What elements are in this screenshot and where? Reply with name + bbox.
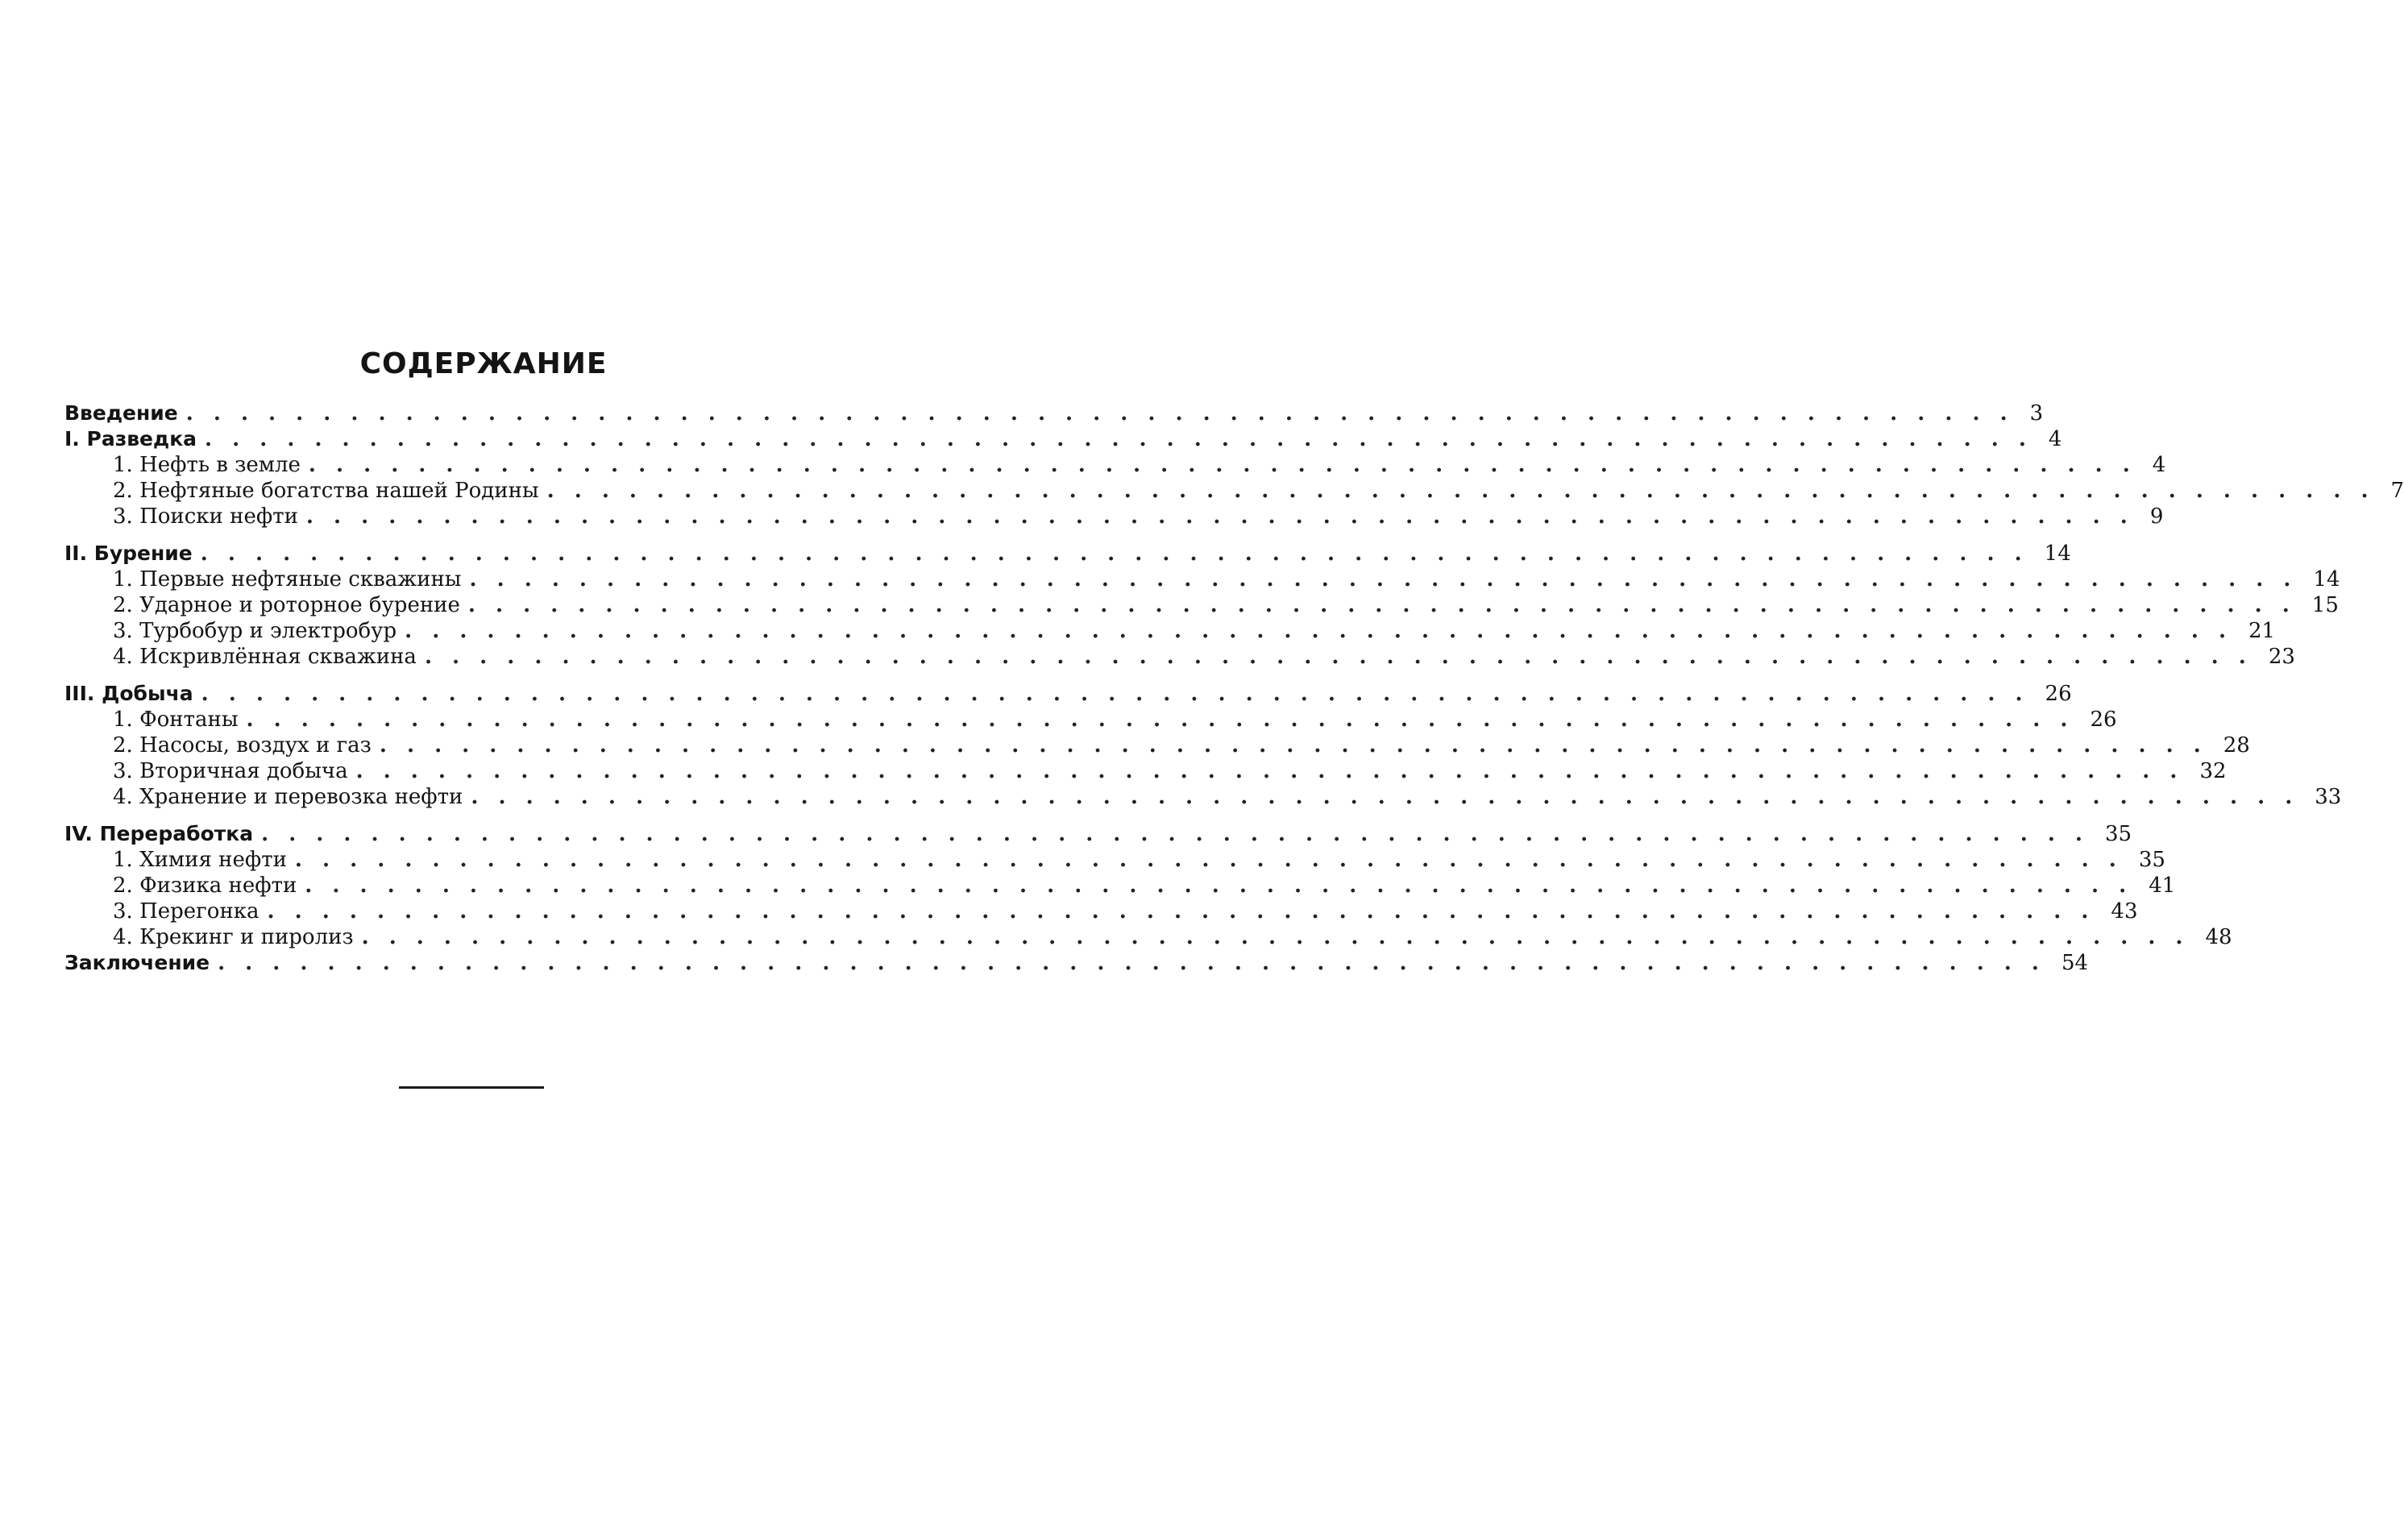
toc-entry-label: 3. Перегонка <box>113 899 268 924</box>
toc-entry-page: 26 <box>2029 681 2072 707</box>
toc-entry-section-4-2[interactable] <box>64 873 895 899</box>
toc-entry-section-1-1[interactable] <box>64 452 895 478</box>
toc-entry-page: 43 <box>2095 899 2137 924</box>
dot-leader: . . . . . . . . . . . . . . . . . . . . . . . . . . . . . . . . . . . . . . . . . . . . . . . . . . . . . . . . . . . . . . . . . . . <box>309 452 2136 478</box>
toc-entry-page: 14 <box>2297 567 2340 592</box>
toc-entry-label: III. Добыча <box>64 681 201 707</box>
toc-entry-page: 9 <box>2134 504 2164 529</box>
toc-entry-section-4-1[interactable] <box>64 847 895 873</box>
dot-leader: . . . . . . . . . . . . . . . . . . . . . . . . . . . . . . . . . . . . . . . . . . . . . . . . . . . . . . . . . . . . . . . . . . . <box>356 758 2184 784</box>
toc-entry-page: 33 <box>2298 784 2341 810</box>
toc-entry-label: II. Бурение <box>64 541 201 567</box>
dot-leader: . . . . . . . . . . . . . . . . . . . . . . . . . . . . . . . . . . . . . . . . . . . . . . . . . . . . . . . . . . . . . . . . . . . <box>470 567 2298 592</box>
toc-entry-label: I. Разведка <box>64 426 205 452</box>
dot-leader: . . . . . . . . . . . . . . . . . . . . . . . . . . . . . . . . . . . . . . . . . . . . . . . . . . . . . . . . . . . . . . . . . . . <box>201 541 2028 567</box>
toc-entry-introduction[interactable] <box>64 401 895 426</box>
toc-entry-chapter-1[interactable] <box>64 426 895 452</box>
toc-entry-page: 4 <box>2032 426 2062 452</box>
dot-leader: . . . . . . . . . . . . . . . . . . . . . . . . . . . . . . . . . . . . . . . . . . . . . . . . . . . . . . . . . . . . . . . . . . . <box>295 847 2123 873</box>
toc-entry-page: 35 <box>2123 847 2165 873</box>
toc-entry-section-2-1[interactable] <box>64 567 895 592</box>
dot-leader: . . . . . . . . . . . . . . . . . . . . . . . . . . . . . . . . . . . . . . . . . . . . . . . . . . . . . . . . . . . . . . . . . . . <box>268 899 2095 924</box>
dot-leader: . . . . . . . . . . . . . . . . . . . . . . . . . . . . . . . . . . . . . . . . . . . . . . . . . . . . . . . . . . . . . . . . . . . <box>306 504 2134 529</box>
dot-leader: . . . . . . . . . . . . . . . . . . . . . . . . . . . . . . . . . . . . . . . . . . . . . . . . . . . . . . . . . . . . . . . . . . . <box>305 873 2132 899</box>
toc-entry-label: 2. Насосы, воздух и газ <box>113 733 380 758</box>
toc-entry-section-4-4[interactable] <box>64 924 895 950</box>
toc-entry-section-2-3[interactable] <box>64 618 895 644</box>
toc-entry-section-3-3[interactable] <box>64 758 895 784</box>
toc-entry-label: Заключение <box>64 950 218 976</box>
toc-entry-page: 28 <box>2207 733 2250 758</box>
toc-entry-label: 4. Хранение и перевозка нефти <box>113 784 471 810</box>
dot-leader: . . . . . . . . . . . . . . . . . . . . . . . . . . . . . . . . . . . . . . . . . . . . . . . . . . . . . . . . . . . . . . . . . . . <box>547 478 2375 504</box>
toc-entry-page: 21 <box>2232 618 2275 644</box>
toc-entry-label: 1. Химия нефти <box>113 847 295 873</box>
toc-entry-label: 1. Фонтаны <box>113 707 247 733</box>
toc-entry-label: Введение <box>64 401 186 426</box>
toc-entry-label: IV. Переработка <box>64 821 261 847</box>
toc-entry-page: 26 <box>2074 707 2116 733</box>
dot-leader: . . . . . . . . . . . . . . . . . . . . . . . . . . . . . . . . . . . . . . . . . . . . . . . . . . . . . . . . . . . . . . . . . . . <box>218 950 2045 976</box>
toc-entry-conclusion[interactable] <box>64 950 895 976</box>
toc-entry-page: 54 <box>2045 950 2088 976</box>
toc-page <box>0 0 967 1540</box>
dot-leader: . . . . . . . . . . . . . . . . . . . . . . . . . . . . . . . . . . . . . . . . . . . . . . . . . . . . . . . . . . . . . . . . . . . <box>471 784 2298 810</box>
toc-entry-label: 1. Нефть в земле <box>113 452 309 478</box>
toc-entry-section-3-2[interactable] <box>64 733 895 758</box>
dot-leader: . . . . . . . . . . . . . . . . . . . . . . . . . . . . . . . . . . . . . . . . . . . . . . . . . . . . . . . . . . . . . . . . . . . <box>380 733 2207 758</box>
toc-entry-label: 2. Нефтяные богатства нашей Родины <box>113 478 547 504</box>
toc-entry-section-2-4[interactable] <box>64 644 895 670</box>
toc-entry-section-3-4[interactable] <box>64 784 895 810</box>
toc-entry-label: 3. Турбобур и электробур <box>113 618 405 644</box>
toc-entry-page: 4 <box>2136 452 2166 478</box>
toc-entry-page: 7 <box>2375 478 2404 504</box>
toc-entry-section-2-2[interactable] <box>64 592 895 618</box>
toc-entry-label: 1. Первые нефтяные скважины <box>113 567 470 592</box>
toc-entry-page: 14 <box>2028 541 2071 567</box>
toc-entry-chapter-3[interactable] <box>64 681 895 707</box>
toc-entry-page: 32 <box>2183 758 2226 784</box>
dot-leader: . . . . . . . . . . . . . . . . . . . . . . . . . . . . . . . . . . . . . . . . . . . . . . . . . . . . . . . . . . . . . . . . . . . <box>261 821 2089 847</box>
toc-entry-section-1-2[interactable] <box>64 478 895 504</box>
toc-entry-label: 3. Поиски нефти <box>113 504 306 529</box>
toc-entry-chapter-4[interactable] <box>64 821 895 847</box>
dot-leader: . . . . . . . . . . . . . . . . . . . . . . . . . . . . . . . . . . . . . . . . . . . . . . . . . . . . . . . . . . . . . . . . . . . <box>405 618 2232 644</box>
toc-entry-label: 2. Физика нефти <box>113 873 305 899</box>
toc-entry-label: 3. Вторичная добыча <box>113 758 356 784</box>
toc-entry-section-1-3[interactable] <box>64 504 895 529</box>
dot-leader: . . . . . . . . . . . . . . . . . . . . . . . . . . . . . . . . . . . . . . . . . . . . . . . . . . . . . . . . . . . . . . . . . . . <box>186 401 2014 426</box>
dot-leader: . . . . . . . . . . . . . . . . . . . . . . . . . . . . . . . . . . . . . . . . . . . . . . . . . . . . . . . . . . . . . . . . . . . <box>247 707 2074 733</box>
toc-entry-page: 15 <box>2296 592 2339 618</box>
toc-entry-label: 2. Ударное и роторное бурение <box>113 592 468 618</box>
toc-entry-section-3-1[interactable] <box>64 707 895 733</box>
toc-entry-page: 41 <box>2132 873 2175 899</box>
toc-entry-page: 23 <box>2252 644 2295 670</box>
end-rule-divider <box>399 1086 544 1089</box>
toc-entry-page: 3 <box>2014 401 2044 426</box>
toc-entry-chapter-2[interactable] <box>64 541 895 567</box>
toc-entry-page: 35 <box>2089 821 2132 847</box>
toc-entry-label: 4. Искривлённая скважина <box>113 644 425 670</box>
dot-leader: . . . . . . . . . . . . . . . . . . . . . . . . . . . . . . . . . . . . . . . . . . . . . . . . . . . . . . . . . . . . . . . . . . . <box>201 681 2029 707</box>
toc-entry-page: 48 <box>2189 924 2232 950</box>
page-title: СОДЕРЖАНИЕ <box>0 347 967 382</box>
dot-leader: . . . . . . . . . . . . . . . . . . . . . . . . . . . . . . . . . . . . . . . . . . . . . . . . . . . . . . . . . . . . . . . . . . . <box>362 924 2190 950</box>
toc-entry-section-4-3[interactable] <box>64 899 895 924</box>
dot-leader: . . . . . . . . . . . . . . . . . . . . . . . . . . . . . . . . . . . . . . . . . . . . . . . . . . . . . . . . . . . . . . . . . . . <box>205 426 2032 452</box>
dot-leader: . . . . . . . . . . . . . . . . . . . . . . . . . . . . . . . . . . . . . . . . . . . . . . . . . . . . . . . . . . . . . . . . . . . <box>468 592 2296 618</box>
toc-entry-label: 4. Крекинг и пиролиз <box>113 924 362 950</box>
table-of-contents <box>64 401 895 976</box>
dot-leader: . . . . . . . . . . . . . . . . . . . . . . . . . . . . . . . . . . . . . . . . . . . . . . . . . . . . . . . . . . . . . . . . . . . <box>425 644 2252 670</box>
